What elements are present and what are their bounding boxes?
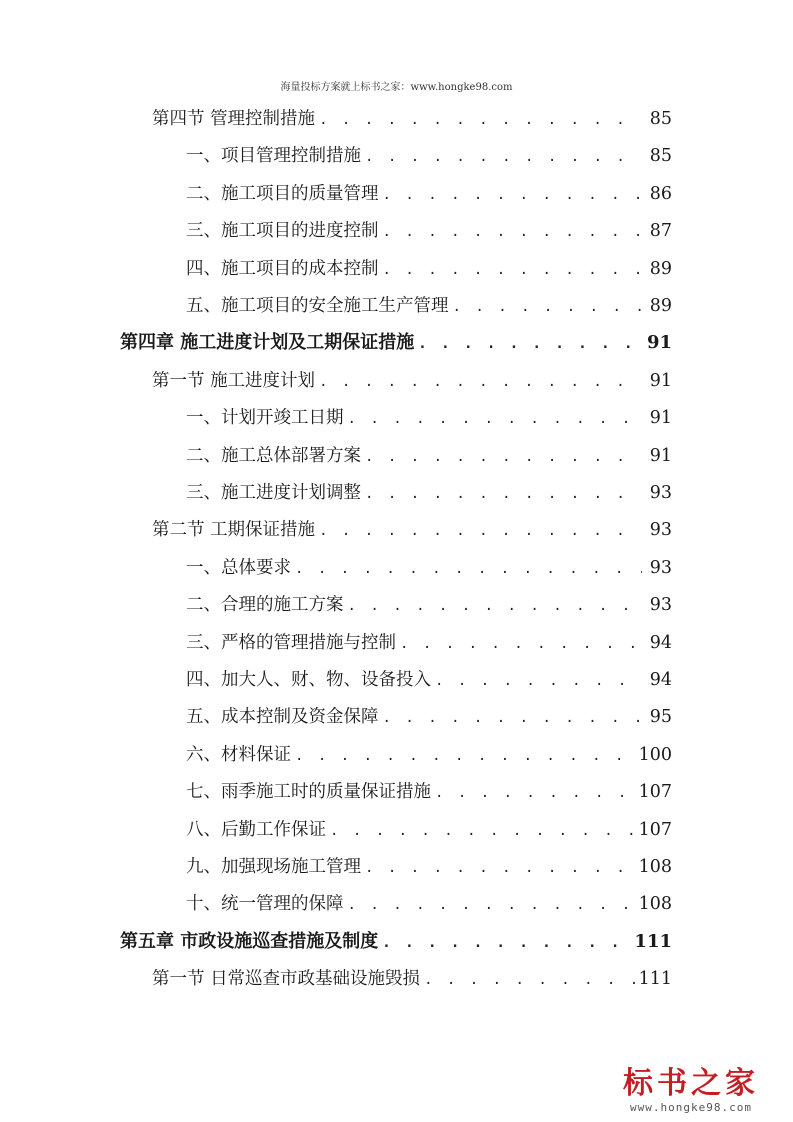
toc-entry-page-number: 93 [649,595,672,616]
toc-entry-page-number: 108 [638,894,672,915]
toc-chapter-entry[interactable] [120,328,672,358]
toc-leader-dots [361,853,639,883]
logo-text: 标书之家 [623,1066,759,1101]
toc-subsection-entry[interactable] [186,777,672,807]
toc-entry-page-number: 100 [638,744,672,765]
toc-entry-page-number: 91 [649,408,672,429]
toc-leader-dots [315,105,642,135]
toc-section-entry[interactable] [152,104,672,134]
toc-entry-label: 二、施工项目的质量管理 [186,183,379,204]
toc-entry-label: 十、统一管理的保障 [186,894,344,915]
toc-entry-label: 一、总体要求 [186,557,291,578]
page-header: 海量投标方案就上标书之家：www.hongke98.com [280,82,513,93]
toc-entry-page-number: 89 [649,296,672,316]
toc-leader-dots [379,180,643,210]
toc-entry-label: 一、项目管理控制措施 [186,146,361,167]
toc-subsection-entry[interactable] [186,740,672,770]
toc-leader-dots [344,591,643,621]
toc-leader-dots [315,516,642,546]
toc-subsection-entry[interactable] [186,441,672,471]
toc-leader-dots [420,965,639,995]
toc-leader-dots [361,142,642,172]
toc-entry-page-number: 93 [649,557,672,578]
toc-entry-page-number: 91 [649,370,672,391]
footer-logo [611,1067,771,1114]
toc-leader-dots [379,255,643,285]
toc-entry-page-number: 89 [649,258,672,279]
toc-entry-page-number: 85 [649,109,672,129]
toc-subsection-entry[interactable] [186,216,672,246]
toc-entry-label: 六、材料保证 [186,744,291,765]
toc-entry-page-number: 87 [649,221,672,242]
toc-entry-label: 第二节 工期保证措施 [152,520,316,541]
toc-subsection-entry[interactable] [186,889,672,919]
toc-leader-dots [379,703,643,733]
toc-entry-label: 三、施工项目的进度控制 [186,221,379,242]
toc-entry-page-number: 108 [638,857,672,877]
toc-entry-label: 八、后勤工作保证 [186,819,326,840]
toc-leader-dots [431,666,642,696]
toc-entry-page-number: 111 [638,969,672,990]
toc-entry-page-number: 93 [649,520,672,541]
toc-section-entry[interactable] [152,366,672,396]
toc-entry-label: 第五章 市政设施巡查措施及制度 [120,930,379,952]
toc-subsection-entry[interactable] [186,628,672,658]
toc-subsection-entry[interactable] [186,291,672,321]
toc-subsection-entry[interactable] [186,403,672,433]
toc-entry-label: 第一节 施工进度计划 [152,370,316,391]
toc-chapter-entry[interactable] [120,927,672,957]
toc-leader-dots [431,778,639,808]
toc-entry-label: 九、加强现场施工管理 [186,857,361,877]
toc-section-entry[interactable] [152,964,672,994]
toc-section-entry[interactable] [152,515,672,545]
toc-subsection-entry[interactable] [186,179,672,209]
toc-leader-dots [344,890,639,920]
toc-subsection-entry[interactable] [186,141,672,171]
toc-entry-label: 第一节 日常巡查市政基础设施毁损 [152,969,421,990]
logo-url: www.hongke98.com [630,1101,752,1114]
toc-entry-page-number: 85 [649,146,672,167]
toc-entry-label: 三、严格的管理措施与控制 [186,632,396,653]
toc-subsection-entry[interactable] [186,702,672,732]
toc-subsection-entry[interactable] [186,478,672,508]
toc-entry-page-number: 111 [634,930,672,952]
toc-leader-dots [315,367,642,397]
toc-leader-dots [361,479,642,509]
toc-entry-label: 第四节 管理控制措施 [152,109,316,129]
toc-entry-page-number: 107 [638,782,672,803]
toc-leader-dots [449,292,643,322]
toc-subsection-entry[interactable] [186,852,672,882]
toc-leader-dots [379,217,643,247]
toc-entry-label: 三、施工进度计划调整 [186,483,361,503]
toc-entry-page-number: 94 [649,632,672,653]
toc-leader-dots [414,329,642,359]
toc-leader-dots [291,741,639,771]
toc-subsection-entry[interactable] [186,254,672,284]
toc-entry-label: 二、施工总体部署方案 [186,445,361,466]
toc-entry-page-number: 107 [638,819,672,840]
toc-entry-page-number: 91 [649,445,672,466]
toc-entry-page-number: 91 [646,332,672,354]
toc-entry-label: 二、合理的施工方案 [186,595,344,616]
toc-entry-label: 四、加大人、财、物、设备投入 [186,670,431,690]
toc-leader-dots [291,554,642,584]
toc-subsection-entry[interactable] [186,553,672,583]
toc-entry-label: 第四章 施工进度计划及工期保证措施 [120,332,415,354]
toc-entry-label: 七、雨季施工时的质量保证措施 [186,782,431,803]
toc-leader-dots [326,816,639,846]
toc-leader-dots [378,928,634,958]
toc-leader-dots [396,629,642,659]
toc-entry-page-number: 95 [649,707,672,728]
toc-entry-page-number: 94 [649,670,672,690]
toc-entry-page-number: 86 [649,183,672,204]
toc-leader-dots [361,442,642,472]
toc-entry-label: 一、计划开竣工日期 [186,408,344,429]
toc-subsection-entry[interactable] [186,590,672,620]
toc-entry-label: 五、施工项目的安全施工生产管理 [186,296,449,316]
toc-leader-dots [344,404,643,434]
toc-subsection-entry[interactable] [186,665,672,695]
toc-subsection-entry[interactable] [186,815,672,845]
toc-entry-label: 五、成本控制及资金保障 [186,707,379,728]
toc-entry-label: 四、施工项目的成本控制 [186,258,379,279]
toc-entry-page-number: 93 [649,483,672,503]
